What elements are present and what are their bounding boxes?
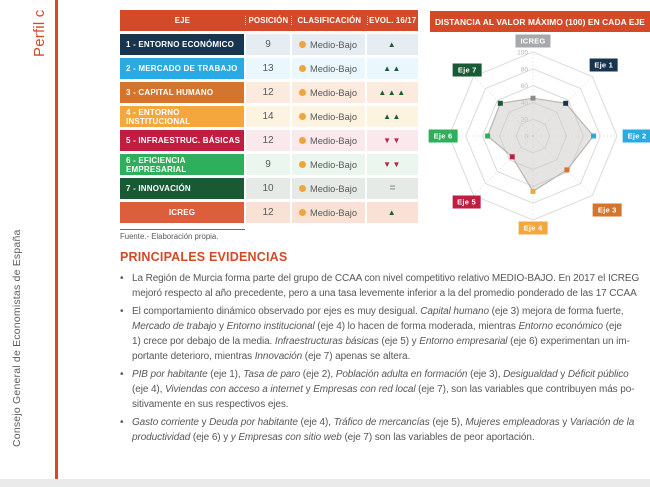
axis-label-eje-1: Eje 1 <box>589 59 618 72</box>
plain-text: 1) crece por debajo de la media. <box>132 336 275 347</box>
plain-text: mejoró respecto al año precedente, pero a una tasa levemente inferior a la del promedio ponderado de las 17 CCAA <box>132 288 637 299</box>
italic-text: Entorno económico <box>518 321 603 332</box>
classification-dot-icon <box>299 113 306 120</box>
bullet-line <box>132 271 650 286</box>
page-bottom-strip <box>0 479 650 487</box>
radar-point-eje-3 <box>564 167 569 172</box>
bullet-marker-icon: • <box>120 273 124 284</box>
radar-point-eje-7 <box>498 101 503 106</box>
eje-cell: 1 - ENTORNO ECONÓMICO <box>120 34 244 55</box>
evolution-cell <box>367 34 418 55</box>
axis-label-icreg: ICREG <box>515 35 550 48</box>
table-row <box>120 202 418 223</box>
radar-data-polygon <box>488 98 594 191</box>
classification-dot-icon <box>299 65 306 72</box>
axis-label-eje-7: Eje 7 <box>453 64 482 77</box>
posicion-cell: 9 <box>246 154 290 175</box>
up-triangles-icon: ▲▲ <box>383 64 402 73</box>
table-body <box>120 34 418 223</box>
sidebar-vertical-title: Perfil c <box>31 9 48 57</box>
posicion-cell: 13 <box>246 58 290 79</box>
bullet-line <box>132 349 650 364</box>
eje-cell: 2 - MERCADO DE TRABAJO <box>120 58 244 79</box>
radar-point-eje-4 <box>531 189 536 194</box>
clasificacion-cell <box>292 178 365 199</box>
clasificacion-cell <box>292 58 365 79</box>
plain-text: El comportamiento dinámico observado por ejes es muy desigual. <box>132 306 421 317</box>
table-row <box>120 130 418 151</box>
classification-dot-icon <box>299 137 306 144</box>
italic-text: Innovación <box>254 351 303 362</box>
evidence-bullet <box>120 415 650 445</box>
clasificacion-cell <box>292 202 365 223</box>
clasificacion-cell <box>292 34 365 55</box>
plain-text: (eje 4), <box>132 384 166 395</box>
posicion-cell: 14 <box>246 106 290 127</box>
sidebar-accent-line <box>55 0 58 487</box>
eje-cell: 4 - ENTORNO INSTITUCIONAL <box>120 106 244 127</box>
plain-text: y <box>557 369 568 380</box>
fuente-note: Fuente.- Elaboración propia. <box>120 232 219 241</box>
bullet-marker-icon: • <box>120 369 124 380</box>
bullet-line <box>132 382 650 397</box>
bullet-line <box>132 319 650 334</box>
plain-text: (eje 6) y <box>190 432 231 443</box>
italic-text: Población adulta en formación <box>335 369 468 380</box>
italic-text: Deuda por habitante <box>209 417 298 428</box>
italic-text: Viviendas con acceso a internet <box>165 384 303 395</box>
italic-text: Desigualdad <box>503 369 558 380</box>
classification-dot-icon <box>299 89 306 96</box>
plain-text: y <box>559 417 570 428</box>
ring-tick-label: 60 <box>520 83 528 91</box>
clasificacion-label: Medio-Bajo <box>310 39 358 50</box>
competitiveness-table <box>120 10 418 241</box>
plain-text: (eje 7) son las variables de peor aportación. <box>341 432 535 443</box>
italic-text: Capital humano <box>420 306 489 317</box>
radar-point-eje-6 <box>485 134 490 139</box>
axis-label-eje-4: Eje 4 <box>519 222 548 235</box>
bullet-lines <box>132 271 650 301</box>
bullet-line <box>132 334 650 349</box>
classification-dot-icon <box>299 209 306 216</box>
table-row <box>120 82 418 103</box>
posicion-cell: 12 <box>246 202 290 223</box>
clasificacion-label: Medio-Bajo <box>310 159 358 170</box>
plain-text: y <box>302 384 314 395</box>
column-header-4: EVOL. 16/17 <box>367 16 418 25</box>
plain-text: (eje 3) mejora de forma fuerte, <box>488 306 624 317</box>
italic-text: Entorno institucional <box>226 321 315 332</box>
clasificacion-label: Medio-Bajo <box>310 183 358 194</box>
italic-text: y Empresas con sitio web <box>230 432 342 443</box>
evidence-section <box>120 250 650 448</box>
italic-text: Déficit público <box>567 369 629 380</box>
plain-text: (eje 7), son las variables que contribuyen más po- <box>415 384 635 395</box>
axis-label-eje-6: Eje 6 <box>429 130 458 143</box>
up-triangles-icon: ▲▲ <box>383 112 402 121</box>
bullet-line <box>132 415 650 430</box>
evidence-bullet <box>120 271 650 301</box>
table-row <box>120 106 418 127</box>
bullet-marker-icon: • <box>120 306 124 317</box>
italic-text: Mujeres empleadoras <box>465 417 560 428</box>
classification-dot-icon <box>299 185 306 192</box>
evolution-cell <box>367 178 418 199</box>
plain-text: (eje 7) apenas se altera. <box>302 351 411 362</box>
posicion-cell: 12 <box>246 130 290 151</box>
down-triangles-icon: ▼▼ <box>383 136 402 145</box>
plain-text: (eje 4) lo hacen de forma moderada, mientras <box>314 321 519 332</box>
italic-text: PIB por habitante <box>132 369 208 380</box>
bullet-line <box>132 286 650 301</box>
classification-dot-icon <box>299 41 306 48</box>
plain-text: (eje 6) experimentan un im- <box>507 336 630 347</box>
axis-label-eje-3: Eje 3 <box>593 204 622 217</box>
up-triangles-icon: ▲ <box>387 208 398 217</box>
radar-point-eje-2 <box>591 134 596 139</box>
clasificacion-cell <box>292 106 365 127</box>
italic-text: Infraestructuras básicas <box>274 336 379 347</box>
evolution-cell <box>367 58 418 79</box>
plain-text: (eje <box>602 321 622 332</box>
clasificacion-label: Medio-Bajo <box>310 207 358 218</box>
column-header-2: POSICIÓN <box>245 16 292 25</box>
radar-point-icreg <box>531 96 536 101</box>
italic-text: Gasto corriente <box>132 417 199 428</box>
clasificacion-label: Medio-Bajo <box>310 63 358 74</box>
posicion-cell: 9 <box>246 34 290 55</box>
plain-text: (eje 2), <box>300 369 336 380</box>
plain-text: (eje 1), <box>207 369 244 380</box>
italic-text: Empresas con red local <box>313 384 416 395</box>
posicion-cell: 12 <box>246 82 290 103</box>
eje-cell: 7 - INNOVACIÓN <box>120 178 244 199</box>
up-triangles-icon: ▲▲▲ <box>378 88 407 97</box>
clasificacion-cell <box>292 82 365 103</box>
bullet-line <box>132 367 650 382</box>
clasificacion-cell <box>292 130 365 151</box>
equals-icon: = <box>389 183 396 194</box>
bullet-line <box>132 304 650 319</box>
bullet-lines <box>132 367 650 412</box>
eje-cell: 5 - INFRAESTRUC. BÁSICAS <box>120 130 244 151</box>
posicion-cell: 10 <box>246 178 290 199</box>
plain-text: portante deterioro, mientras <box>132 351 255 362</box>
radar-title-bar: DISTANCIA AL VALOR MÁXIMO (100) EN CADA EJE <box>430 11 650 32</box>
radar-chart <box>425 33 650 240</box>
clasificacion-label: Medio-Bajo <box>310 135 358 146</box>
radar-point-eje-1 <box>563 101 568 106</box>
plain-text: sitivamente en sus respectivos ejes. <box>132 399 289 410</box>
table-row <box>120 154 418 175</box>
plain-text: La Región de Murcia forma parte del grupo de CCAA con nivel competitivo relativo MEDIO-BAJO. En 2017 el ICREG <box>132 273 640 284</box>
evidence-bullets <box>120 271 650 445</box>
evidence-bullet <box>120 367 650 412</box>
evolution-cell <box>367 82 418 103</box>
down-triangles-icon: ▼▼ <box>383 160 402 169</box>
ring-tick-label: 80 <box>520 66 528 74</box>
radar-point-eje-5 <box>510 154 515 159</box>
bullet-line <box>132 397 650 412</box>
plain-text: y <box>216 321 227 332</box>
column-header-1: EJE <box>174 16 191 25</box>
italic-text: Tasa de paro <box>243 369 301 380</box>
bullet-lines <box>132 304 650 364</box>
italic-text: Tráfico de mercancías <box>333 417 430 428</box>
table-header-row <box>120 10 418 31</box>
bullet-line <box>132 430 650 445</box>
evolution-cell <box>367 154 418 175</box>
clasificacion-label: Medio-Bajo <box>310 87 358 98</box>
italic-text: productividad <box>132 432 191 443</box>
evolution-cell <box>367 130 418 151</box>
ring-tick-label: 100 <box>517 49 528 57</box>
bullet-lines <box>132 415 650 445</box>
italic-text: Mercado de trabajo <box>132 321 217 332</box>
table-row <box>120 58 418 79</box>
plain-text: (eje 5) y <box>378 336 420 347</box>
fuente-rule <box>120 229 245 230</box>
evolution-cell <box>367 106 418 127</box>
axis-label-eje-2: Eje 2 <box>623 130 650 143</box>
clasificacion-label: Medio-Bajo <box>310 111 358 122</box>
eje-cell: 6 - EFICIENCIA EMPRESARIAL <box>120 154 244 175</box>
italic-text: Entorno empresarial <box>419 336 508 347</box>
table-row <box>120 34 418 55</box>
evidence-bullet <box>120 304 650 364</box>
up-triangles-icon: ▲ <box>387 40 398 49</box>
plain-text: (eje 5), <box>429 417 466 428</box>
evidence-heading: PRINCIPALES EVIDENCIAS <box>120 250 288 264</box>
column-header-3: CLASIFICACIÓN <box>291 16 366 25</box>
plain-text: (eje 3), <box>467 369 504 380</box>
sidebar-vertical-org: Consejo General de Economistas de España <box>11 229 23 447</box>
plain-text: y <box>198 417 210 428</box>
plain-text: (eje 4), <box>297 417 334 428</box>
eje-cell: 3 - CAPITAL HUMANO <box>120 82 244 103</box>
table-row <box>120 178 418 199</box>
bullet-marker-icon: • <box>120 417 124 428</box>
evolution-cell <box>367 202 418 223</box>
classification-dot-icon <box>299 161 306 168</box>
axis-label-eje-5: Eje 5 <box>452 196 481 209</box>
eje-cell: ICREG <box>120 202 244 223</box>
clasificacion-cell <box>292 154 365 175</box>
italic-text: Variación de la <box>569 417 635 428</box>
